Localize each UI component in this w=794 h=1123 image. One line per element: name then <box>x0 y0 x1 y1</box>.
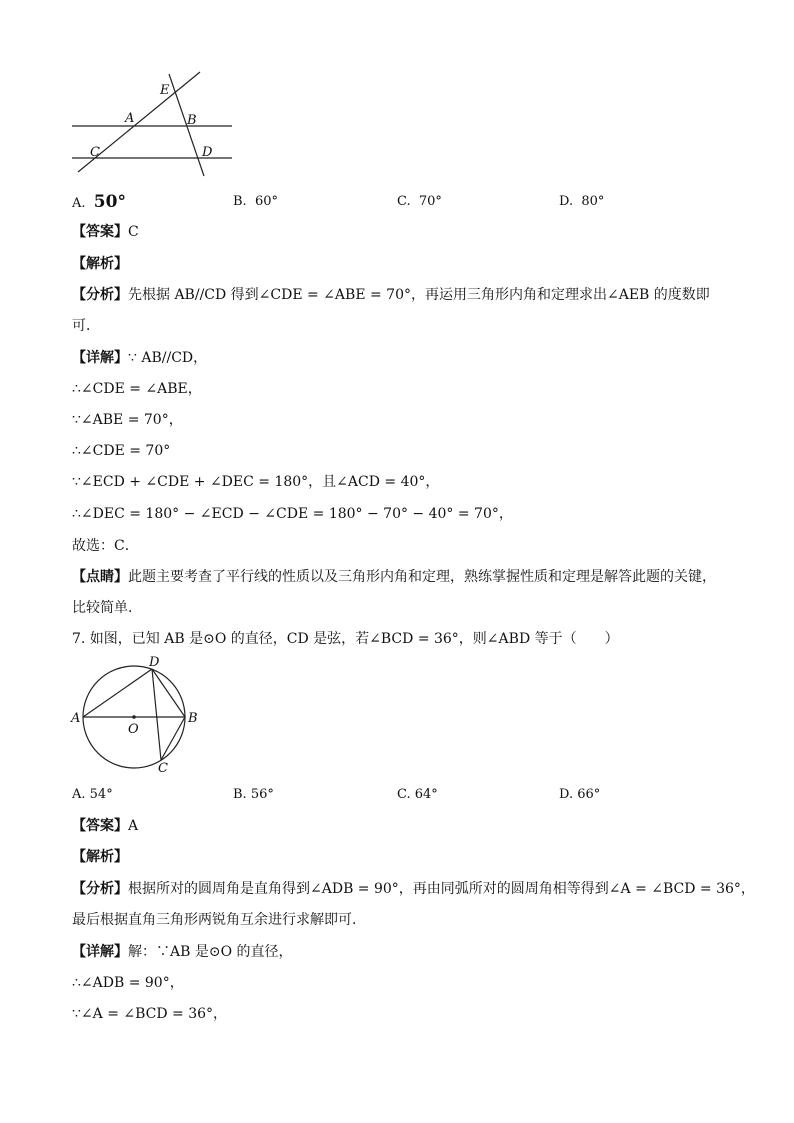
q6-dianjing-line-1 <box>72 567 716 587</box>
q6-fenxi-text-2: 可． <box>72 318 100 334</box>
q6-option-a <box>72 192 126 212</box>
q6-detail-tag: 【详解】 <box>72 350 128 366</box>
q6-parallel-lines-figure <box>66 66 242 182</box>
q6-option-c-value: 70° <box>418 194 442 209</box>
q7-fenxi-line-2 <box>72 910 366 930</box>
q6-detail-text-3: ∴∠CDE = 70° <box>72 443 171 459</box>
q6-detail-line-4 <box>72 472 439 492</box>
label-a: A <box>71 711 81 726</box>
q7-option-c-text: C. 64° <box>397 787 438 802</box>
label-b: B <box>187 113 197 128</box>
q6-option-c-letter: C. <box>397 194 411 209</box>
q7-option-a <box>72 787 113 802</box>
q6-option-b <box>233 194 278 209</box>
q7-option-d <box>559 787 600 802</box>
label-o: O <box>128 722 139 737</box>
label-d: D <box>202 145 213 160</box>
q6-fenxi-line-1 <box>72 285 710 305</box>
label-a: A <box>125 111 135 126</box>
label-c: C <box>90 145 100 160</box>
q6-dianjing-line-2 <box>72 598 142 618</box>
q6-option-b-letter: B. <box>233 194 247 209</box>
q6-dianjing-text-2: 比较简单． <box>72 600 142 616</box>
q6-answer-tag: 【答案】 <box>72 224 128 240</box>
q6-detail-text-4: ∵∠ECD + ∠CDE + ∠DEC = 180°，且∠ACD = 40°， <box>72 474 440 490</box>
q7-fenxi-text-1: 根据所对的圆周角是直角得到∠ADB = 90°，再由同弧所对的圆周角相等得到∠A = ∠BCD = 36°， <box>128 881 755 897</box>
q6-option-d <box>559 194 604 209</box>
q7-detail-line-2 <box>72 1004 227 1024</box>
q7-detail-line-1 <box>72 973 184 993</box>
q7-option-c <box>397 787 438 802</box>
q6-detail-line-6 <box>72 536 139 556</box>
q7-analysis-header <box>72 847 128 867</box>
q7-fenxi-tag: 【分析】 <box>72 881 128 897</box>
q6-option-b-value: 60° <box>254 194 278 209</box>
label-d: D <box>149 655 160 670</box>
q6-answer-value: C <box>128 224 139 240</box>
center-point-o <box>132 715 136 719</box>
q7-detail-line-0 <box>72 942 293 962</box>
q7-option-a-text: A. 54° <box>72 787 113 802</box>
q6-detail-line-0 <box>72 348 207 368</box>
segment-cb <box>161 717 185 760</box>
q7-option-b-text: B. 56° <box>233 787 274 802</box>
q7-stem-text: 7. 如图，已知 AB 是⊙O 的直径，CD 是弦，若∠BCD = 36°，则∠ABD 等于（ ） <box>72 631 619 647</box>
label-b: B <box>188 711 198 726</box>
q6-detail-line-5 <box>72 504 513 524</box>
q6-analysis-tag: 【解析】 <box>72 256 128 272</box>
q6-dianjing-tag: 【点睛】 <box>72 569 128 585</box>
q6-option-a-letter: A. <box>72 196 86 211</box>
q6-option-a-value: 50° <box>93 192 126 212</box>
q7-detail-tag: 【详解】 <box>72 944 128 960</box>
q6-detail-text-5: ∴∠DEC = 180° − ∠ECD − ∠CDE = 180° − 70° − 40° = 70°， <box>72 506 513 522</box>
q6-analysis-header <box>72 254 128 274</box>
q7-stem <box>72 629 619 649</box>
q7-answer-value: A <box>128 818 139 834</box>
q6-answer <box>72 222 139 242</box>
chord-dc <box>152 669 161 760</box>
label-e: E <box>160 83 170 98</box>
q6-detail-line-1 <box>72 379 202 399</box>
q6-detail-text-1: ∴∠CDE = ∠ABE， <box>72 381 202 397</box>
q6-option-d-value: 80° <box>581 194 605 209</box>
q6-fenxi-tag: 【分析】 <box>72 287 128 303</box>
q6-fenxi-line-2 <box>72 316 100 336</box>
q7-detail-text-0: 解：∵AB 是⊙O 的直径， <box>128 944 293 960</box>
q7-detail-text-2: ∵∠A = ∠BCD = 36°， <box>72 1006 228 1022</box>
q6-fenxi-text-1: 先根据 AB//CD 得到∠CDE = ∠ABE = 70°，再运用三角形内角和定理求出∠AEB 的度数即 <box>128 287 710 303</box>
q6-detail-text-2: ∵∠ABE = 70°， <box>72 412 183 428</box>
q7-answer <box>72 816 138 836</box>
label-c: C <box>158 761 168 776</box>
q6-detail-line-3 <box>72 441 170 461</box>
q7-detail-text-1: ∴∠ADB = 90°， <box>72 975 184 991</box>
q7-fenxi-line-1 <box>72 879 755 899</box>
q7-option-b <box>233 787 274 802</box>
q7-answer-tag: 【答案】 <box>72 818 128 834</box>
q7-fenxi-text-2: 最后根据直角三角形两锐角互余进行求解即可． <box>72 912 366 928</box>
segment-ad <box>83 669 152 717</box>
q6-detail-text-0: ∵ AB//CD， <box>128 350 208 366</box>
q6-detail-line-2 <box>72 410 183 430</box>
q6-detail-text-6: 故选：C． <box>72 538 139 554</box>
q7-option-d-text: D. 66° <box>559 787 601 802</box>
q7-analysis-tag: 【解析】 <box>72 849 128 865</box>
q7-circle-figure <box>68 650 208 778</box>
q6-dianjing-text-1: 此题主要考查了平行线的性质以及三角形内角和定理，熟练掌握性质和定理是解答此题的关键， <box>128 569 716 585</box>
q6-option-c <box>397 194 442 209</box>
segment-db <box>152 669 185 717</box>
q6-option-d-letter: D. <box>559 194 574 209</box>
